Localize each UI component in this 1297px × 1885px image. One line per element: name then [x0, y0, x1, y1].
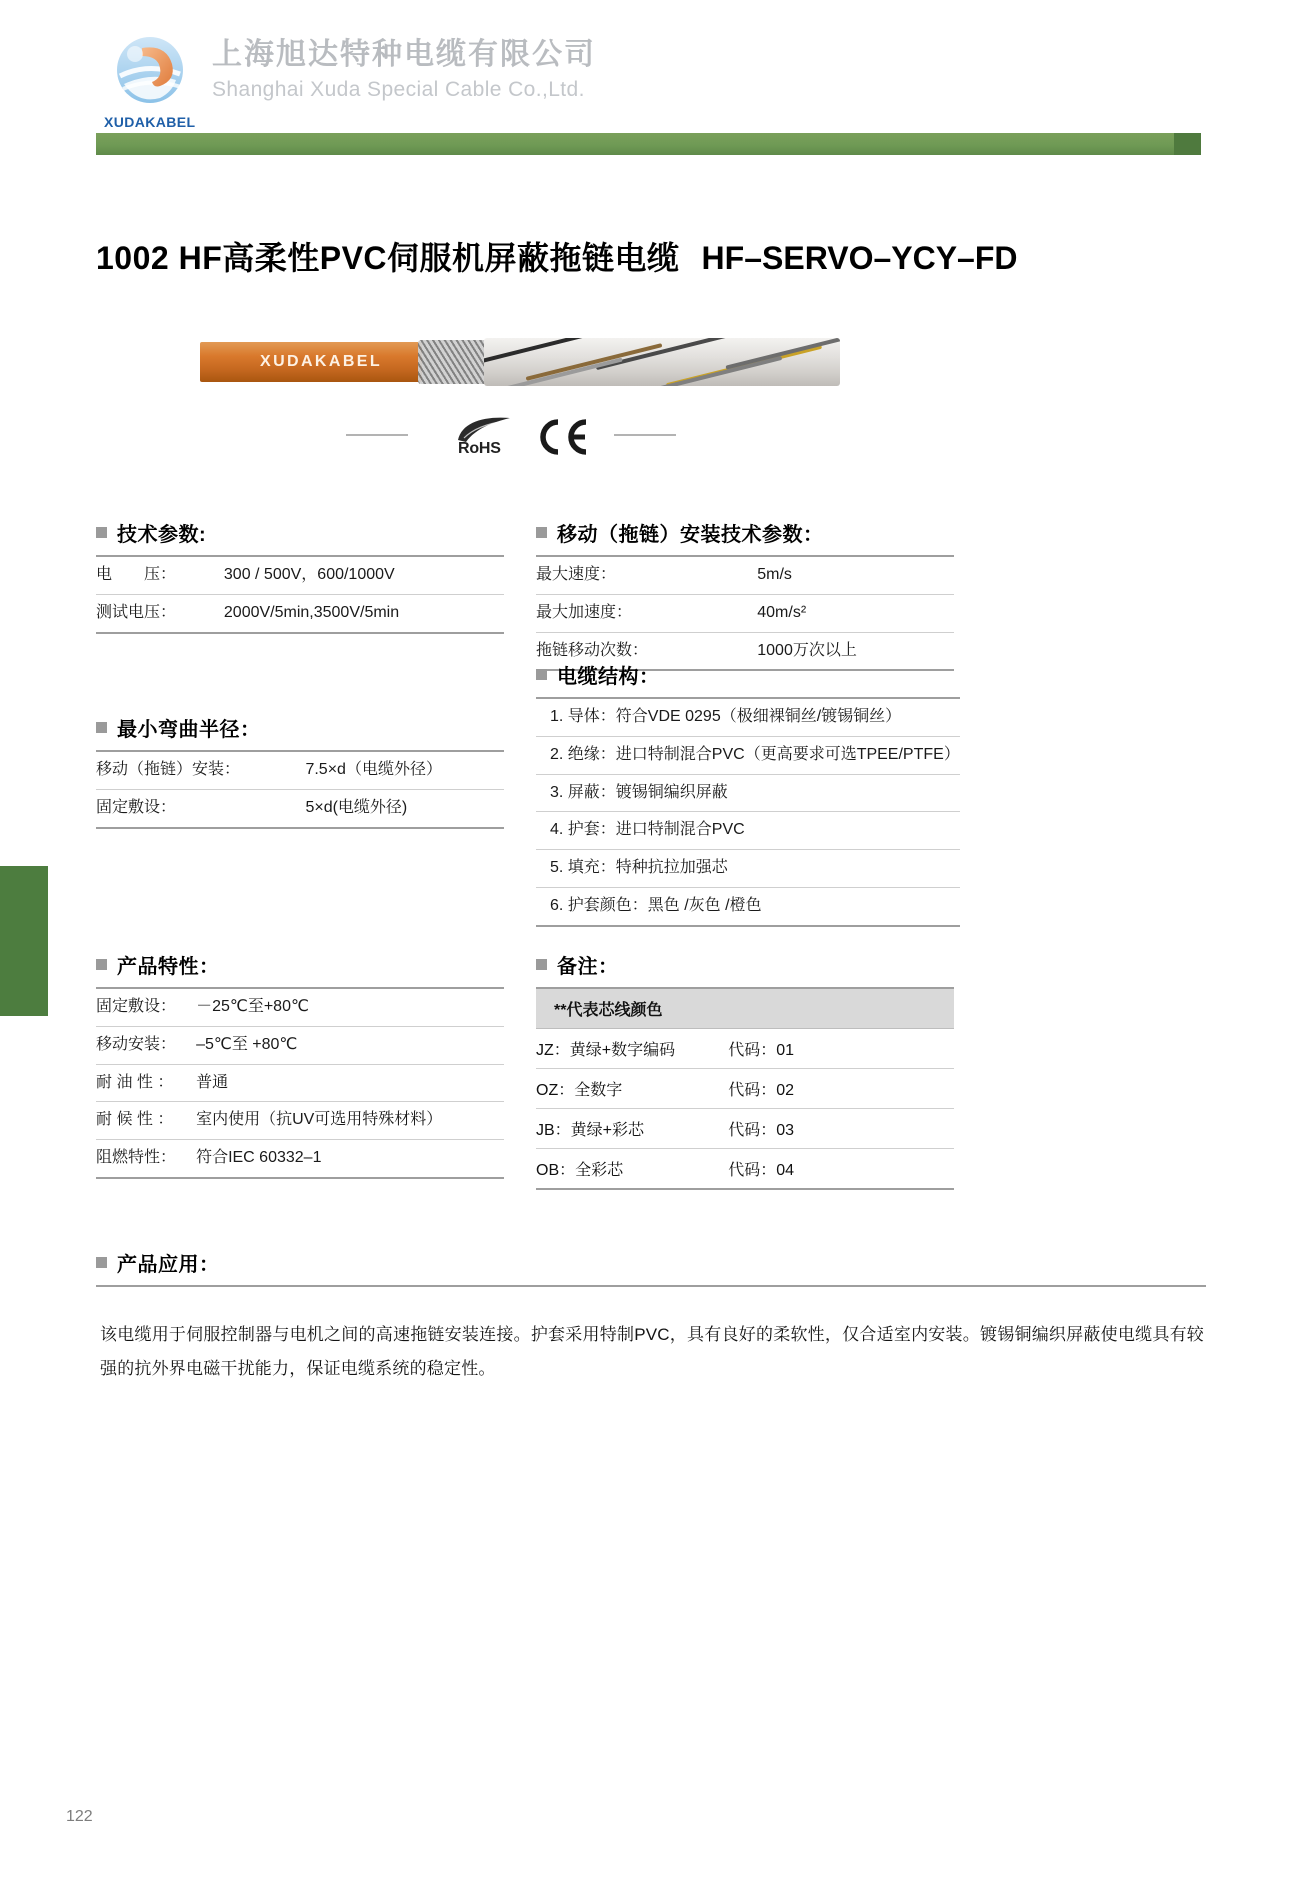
- bend-row-0-key: 移动（拖链）安装：: [96, 751, 305, 789]
- section-heading-bend-label: 最小弯曲半径：: [117, 719, 261, 741]
- page-title-code: HF–SERVO–YCY–FD: [701, 240, 1018, 277]
- structure-item-4: 5. 填充：特种抗拉加强芯: [536, 850, 960, 888]
- table-row: [536, 1149, 954, 1190]
- tech-row-0-key: 电 压：: [96, 556, 224, 594]
- square-bullet-icon: [536, 669, 547, 680]
- section-cable-structure: [536, 660, 958, 927]
- table-row: [536, 1109, 954, 1149]
- square-bullet-icon: [96, 722, 107, 733]
- remark-row-2-key: JB：黄绿+彩芯: [536, 1109, 728, 1149]
- technical-parameters-table: [96, 555, 504, 634]
- table-row: [96, 1140, 504, 1178]
- rohs-icon: [454, 416, 524, 458]
- list-item: [536, 736, 960, 774]
- page-number: 122: [66, 1808, 93, 1825]
- table-row: [96, 751, 504, 789]
- drag-row-1-key: 最大加速度：: [536, 594, 757, 632]
- drag-row-1-value: 40m/s²: [757, 594, 954, 632]
- list-item: [536, 850, 960, 888]
- cable-inner-cores: [484, 338, 840, 386]
- remark-row-1-key: OZ：全数字: [536, 1069, 728, 1109]
- section-heading-bend: [96, 713, 504, 742]
- remarks-table: [536, 987, 954, 1190]
- product-characteristics-table: [96, 987, 504, 1179]
- drag-chain-parameters-table: [536, 555, 954, 671]
- list-item: [536, 774, 960, 812]
- logo-wordmark: XUDAKABEL: [104, 114, 196, 130]
- remark-row-2-value: 代码：03: [728, 1109, 954, 1149]
- company-name-en: Shanghai Xuda Special Cable Co.,Ltd.: [212, 77, 585, 101]
- drag-row-2-value: 1000万次以上: [757, 632, 954, 670]
- table-row: [536, 1069, 954, 1109]
- square-bullet-icon: [536, 959, 547, 970]
- table-row: [536, 556, 954, 594]
- remarks-note-row: [536, 988, 954, 1029]
- tech-row-1-key: 测试电压：: [96, 594, 224, 632]
- section-minimum-bend-radius: [96, 713, 504, 829]
- feature-row-0-value: －25℃至+80℃: [196, 988, 504, 1026]
- cable-structure-table: [536, 697, 960, 927]
- section-heading-remark: [536, 950, 954, 979]
- section-heading-drag: [536, 518, 954, 547]
- bend-row-0-value: 7.5×d（电缆外径）: [305, 751, 504, 789]
- section-heading-technical-label: 技术参数:: [117, 524, 207, 546]
- square-bullet-icon: [96, 1257, 107, 1268]
- page-header: [0, 0, 1297, 172]
- table-row: [536, 594, 954, 632]
- section-heading-technical: [96, 518, 504, 547]
- feature-row-1-key: 移动安装：: [96, 1026, 196, 1064]
- cert-divider-left: [346, 434, 408, 436]
- rohs-label: RoHS: [458, 440, 501, 457]
- section-product-application: [96, 1248, 1206, 1403]
- page-title: [96, 233, 1206, 279]
- section-heading-feature: [96, 950, 504, 979]
- structure-item-0: 1. 导体：符合VDE 0295（极细裸铜丝/镀锡铜丝）: [536, 698, 960, 736]
- square-bullet-icon: [96, 959, 107, 970]
- table-row: [536, 1029, 954, 1069]
- bend-row-1-value: 5×d(电缆外径): [305, 789, 504, 827]
- feature-row-4-value: 符合IEC 60332–1: [196, 1140, 504, 1178]
- brand-logo-block: [106, 32, 596, 128]
- section-heading-feature-label: 产品特性：: [117, 956, 220, 978]
- table-row: [96, 594, 504, 632]
- section-heading-structure-label: 电缆结构：: [557, 666, 660, 688]
- section-heading-application-label: 产品应用：: [117, 1254, 220, 1276]
- table-row: [96, 1064, 504, 1102]
- company-name-cn: 上海旭达特种电缆有限公司: [212, 38, 596, 71]
- feature-row-3-value: 室内使用（抗UV可选用特殊材料）: [196, 1102, 504, 1140]
- remarks-note: **代表芯线颜色: [536, 988, 954, 1029]
- left-margin-green-tab: [0, 866, 48, 1016]
- tech-row-1-value: 2000V/5min,3500V/5min: [224, 594, 504, 632]
- section-heading-application: [96, 1248, 1206, 1277]
- cert-divider-right: [614, 434, 676, 436]
- cable-jacket-print-label: XUDAKABEL: [260, 353, 383, 370]
- remark-row-3-key: OB：全彩芯: [536, 1149, 728, 1190]
- section-heading-structure: [536, 660, 958, 689]
- list-item: [536, 698, 960, 736]
- table-row: [96, 556, 504, 594]
- section-drag-chain-parameters: [536, 518, 954, 671]
- xudakabel-globe-logo-icon: [106, 32, 198, 128]
- feature-row-3-key: 耐 候 性 ：: [96, 1102, 196, 1140]
- remark-row-0-value: 代码：01: [728, 1029, 954, 1069]
- application-body-text: 该电缆用于伺服控制器与电机之间的高速拖链安装连接。护套采用特制PVC，具有良好的柔软性，仅合适室内安装。镀锡铜编织屏蔽使电缆具有较强的抗外界电磁干扰能力，保证电缆系统的稳定性。: [100, 1325, 1204, 1378]
- section-heading-drag-label: 移动（拖链）安装技术参数：: [557, 524, 824, 546]
- ce-mark-icon: [534, 418, 592, 465]
- feature-row-2-key: 耐 油 性 ：: [96, 1064, 196, 1102]
- drag-row-2-key: 拖链移动次数：: [536, 632, 757, 670]
- table-row: [96, 1026, 504, 1064]
- remark-row-0-key: JZ：黄绿+数字编码: [536, 1029, 728, 1069]
- feature-row-1-value: –5℃至 +80℃: [196, 1026, 504, 1064]
- table-row: [96, 1102, 504, 1140]
- list-item: [536, 812, 960, 850]
- table-row: [96, 789, 504, 827]
- structure-item-3: 4. 护套：进口特制混合PVC: [536, 812, 960, 850]
- bend-radius-table: [96, 750, 504, 829]
- cable-braid-shield: [418, 340, 488, 384]
- remark-row-1-value: 代码：02: [728, 1069, 954, 1109]
- feature-row-4-key: 阻燃特性：: [96, 1140, 196, 1178]
- section-remarks: [536, 950, 954, 1190]
- drag-row-0-value: 5m/s: [757, 556, 954, 594]
- list-item: [536, 887, 960, 925]
- page-title-main: 1002 HF高柔性PVC伺服机屏蔽拖链电缆: [96, 240, 680, 277]
- header-green-bar-cap: [1174, 133, 1201, 155]
- certification-marks: [346, 414, 696, 460]
- header-green-bar: [96, 133, 1201, 155]
- remark-row-3-value: 代码：04: [728, 1149, 954, 1190]
- structure-item-2: 3. 屏蔽：镀锡铜编织屏蔽: [536, 774, 960, 812]
- tech-row-0-value: 300 / 500V，600/1000V: [224, 556, 504, 594]
- section-heading-remark-label: 备注：: [557, 956, 619, 978]
- square-bullet-icon: [96, 527, 107, 538]
- section-technical-parameters: [96, 518, 504, 634]
- structure-item-1: 2. 绝缘：进口特制混合PVC（更高要求可选TPEE/PTFE）: [536, 736, 960, 774]
- drag-row-0-key: 最大速度：: [536, 556, 757, 594]
- company-name-block: [212, 32, 596, 103]
- square-bullet-icon: [536, 527, 547, 538]
- table-row: [96, 988, 504, 1026]
- structure-item-5: 6. 护套颜色：黑色 /灰色 /橙色: [536, 887, 960, 925]
- feature-row-2-value: 普通: [196, 1064, 504, 1102]
- cable-outer-jacket: [200, 342, 422, 382]
- feature-row-0-key: 固定敷设：: [96, 988, 196, 1026]
- product-photo: [200, 336, 840, 392]
- section-product-characteristics: [96, 950, 504, 1179]
- application-top-rule: [96, 1285, 1206, 1287]
- bend-row-1-key: 固定敷设：: [96, 789, 305, 827]
